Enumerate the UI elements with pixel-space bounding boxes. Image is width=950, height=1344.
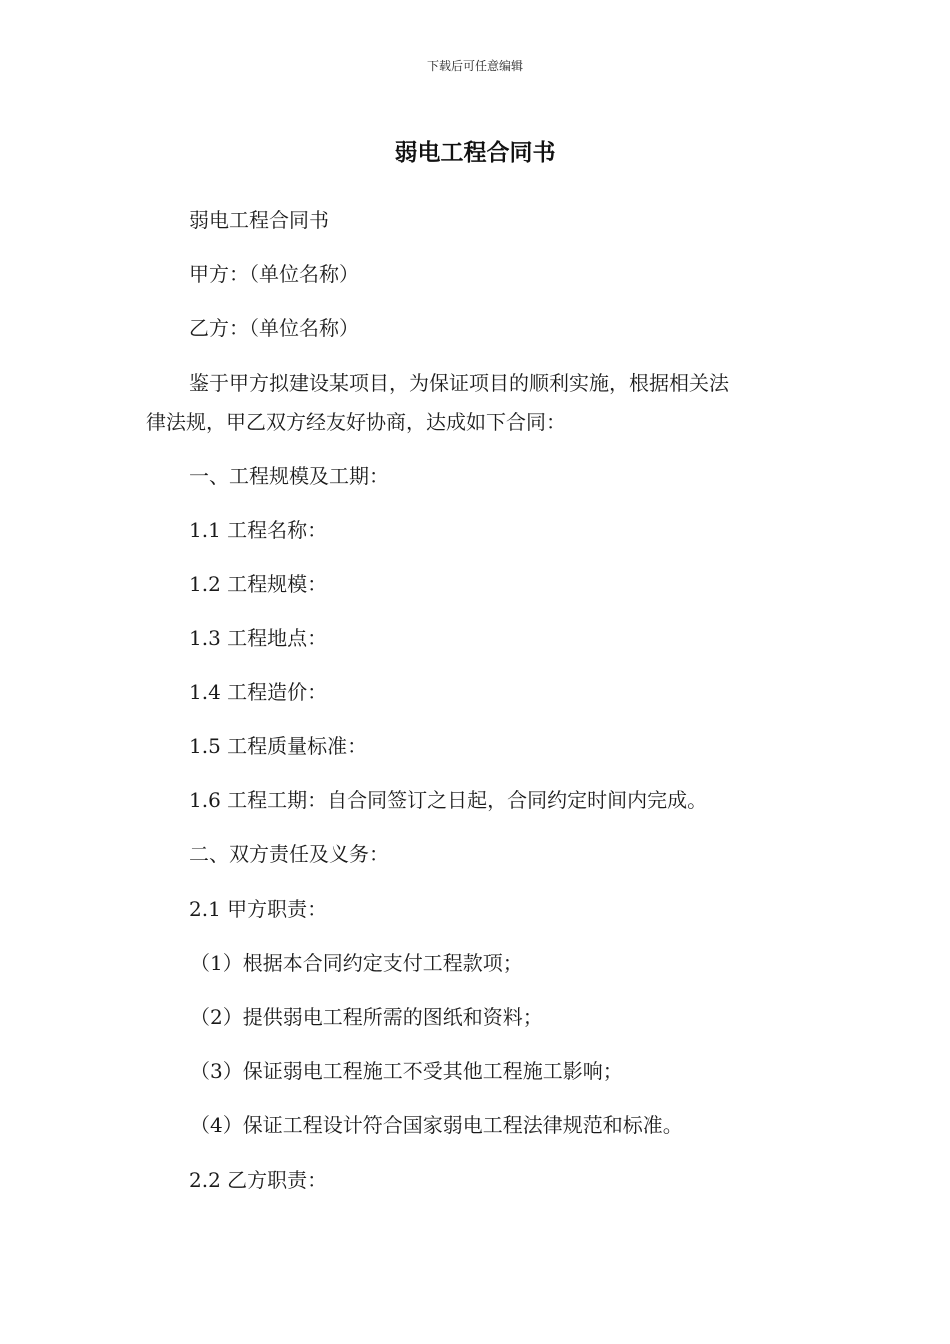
party-a-line: 甲方：（单位名称）: [189, 262, 359, 286]
document-title: 弱电工程合同书: [394, 140, 556, 166]
clause-2-2-heading: 2.2 乙方职责：: [189, 1168, 328, 1192]
party-a-duty-1: （1）根据本合同约定支付工程款项；: [190, 951, 523, 975]
preamble-line-1: 鉴于甲方拟建设某项目，为保证项目的顺利实施，根据相关法: [189, 371, 729, 395]
clause-1-4: 1.4 工程造价：: [189, 680, 328, 704]
party-a-duty-2: （2）提供弱电工程所需的图纸和资料；: [190, 1005, 543, 1029]
party-a-duty-3: （3）保证弱电工程施工不受其他工程施工影响；: [190, 1059, 623, 1083]
clause-1-6: 1.6 工程工期：自合同签订之日起，合同约定时间内完成。: [189, 788, 708, 812]
document-subtitle: 弱电工程合同书: [189, 208, 329, 232]
clause-2-1-heading: 2.1 甲方职责：: [189, 897, 328, 921]
header-note: 下载后可任意编辑: [426, 59, 523, 73]
section-1-heading: 一、工程规模及工期：: [189, 464, 389, 488]
clause-1-1: 1.1 工程名称：: [189, 518, 328, 542]
party-b-line: 乙方：（单位名称）: [189, 316, 359, 340]
party-a-duty-4: （4）保证工程设计符合国家弱电工程法律规范和标准。: [190, 1113, 683, 1137]
section-2-heading: 二、双方责任及义务：: [189, 842, 389, 866]
clause-1-2: 1.2 工程规模：: [189, 572, 328, 596]
clause-1-3: 1.3 工程地点：: [189, 626, 328, 650]
preamble-line-2: 律法规，甲乙双方经友好协商，达成如下合同：: [146, 410, 566, 434]
clause-1-5: 1.5 工程质量标准：: [189, 734, 368, 758]
